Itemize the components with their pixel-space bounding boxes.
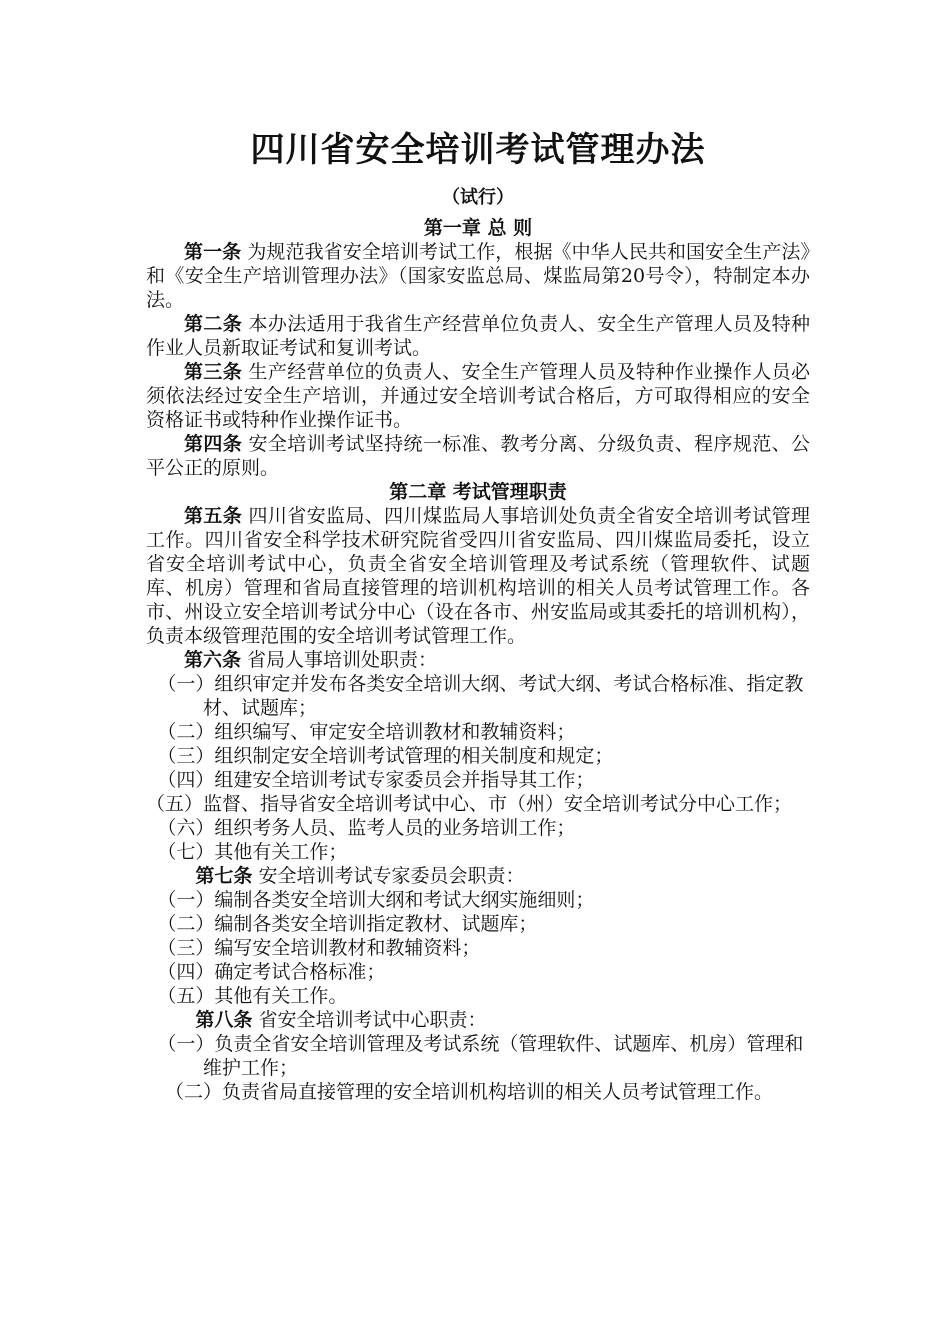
article-8 xyxy=(146,1008,810,1032)
document-subtitle: （试行） xyxy=(442,187,514,208)
article-label: 第一条 xyxy=(184,241,242,263)
article-text: 本办法适用于我省生产经营单位负责人、安全生产管理人员及特种作业人员新取证考试和复训考试。 xyxy=(146,313,810,359)
list-item: （四）确定考试合格标准； xyxy=(157,961,386,983)
list-item: （一）编制各类安全培训大纲和考试大纲实施细则； xyxy=(157,889,595,911)
article-3 xyxy=(146,360,810,432)
article-text: 省局人事培训处职责： xyxy=(241,649,438,671)
article-text: 安全培训考试坚持统一标准、教考分离、分级负责、程序规范、公平公正的原则。 xyxy=(146,433,810,479)
list-item: （六）组织考务人员、监考人员的业务培训工作； xyxy=(157,817,576,839)
article-text: 安全培训考试专家委员会职责： xyxy=(252,865,525,887)
article-text: 省安全培训考试中心职责： xyxy=(252,1009,487,1031)
article-text: 为规范我省安全培训考试工作，根据《中华人民共和国安全生产法》和《安全生产培训管理办法》（国家安监总局、煤监局第20号令），特制定本办法。 xyxy=(146,241,810,311)
list-item: （一）负责全省安全培训管理及考试系统（管理软件、试题库、机房）管理和维护工作； xyxy=(157,1033,804,1079)
list-item: （二）编制各类安全培训指定教材、试题库； xyxy=(157,913,538,935)
list-item: （三）组织制定安全培训考试管理的相关制度和规定； xyxy=(157,745,614,767)
article-5 xyxy=(146,504,810,648)
article-label: 第六条 xyxy=(184,649,242,671)
list-item: （一）组织审定并发布各类安全培训大纲、考试大纲、考试合格标准、指定教材、试题库； xyxy=(157,673,804,719)
article-label: 第二条 xyxy=(184,313,243,335)
chapter-heading-1: 第一章 总 则 xyxy=(423,217,533,239)
document-title: 四川省安全培训考试管理办法 xyxy=(250,130,706,170)
article-7 xyxy=(146,864,810,888)
article-label: 第五条 xyxy=(184,505,243,527)
article-label: 第四条 xyxy=(184,433,243,455)
list-item: （七）其他有关工作； xyxy=(157,841,348,863)
article-label: 第三条 xyxy=(184,361,243,383)
article-text: 生产经营单位的负责人、安全生产管理人员及特种作业操作人员必须依法经过安全生产培训，并通过安全培训考试合格后，方可取得相应的安全资格证书或特种作业操作证书。 xyxy=(146,361,810,431)
list-item: （五）监督、指导省安全培训考试中心、市（州）安全培训考试分中心工作； xyxy=(146,793,793,815)
article-text: 四川省安监局、四川煤监局人事培训处负责全省安全培训考试管理工作。四川省安全科学技术研究院省受四川省安监局、四川煤监局委托，设立省安全培训考试中心，负责全省安全培训管理及考试系统（管理软件、试题库、机房）管理和省局直接管理的培训机构培训的相关人员考试管理工作。各市、州设立安全培训考试分中心（设在各市、州安监局或其委托的培训机构），负责本级管理范围的安全培训考试管理工作。 xyxy=(146,505,810,647)
document-page xyxy=(146,120,810,1104)
chapter-heading-2: 第二章 考试管理职责 xyxy=(389,481,567,503)
article-4 xyxy=(146,432,810,480)
list-item: （二）负责省局直接管理的安全培训机构培训的相关人员考试管理工作。 xyxy=(165,1081,774,1103)
article-6 xyxy=(146,648,810,672)
list-item: （二）组织编写、审定安全培训教材和教辅资料； xyxy=(157,721,576,743)
article-2 xyxy=(146,312,810,360)
list-item: （四）组建安全培训考试专家委员会并指导其工作； xyxy=(157,769,595,791)
article-label: 第八条 xyxy=(195,1009,253,1031)
article-1 xyxy=(146,240,810,312)
list-item: （五）其他有关工作。 xyxy=(157,985,348,1007)
article-label: 第七条 xyxy=(195,865,253,887)
list-item: （三）编写安全培训教材和教辅资料； xyxy=(157,937,481,959)
